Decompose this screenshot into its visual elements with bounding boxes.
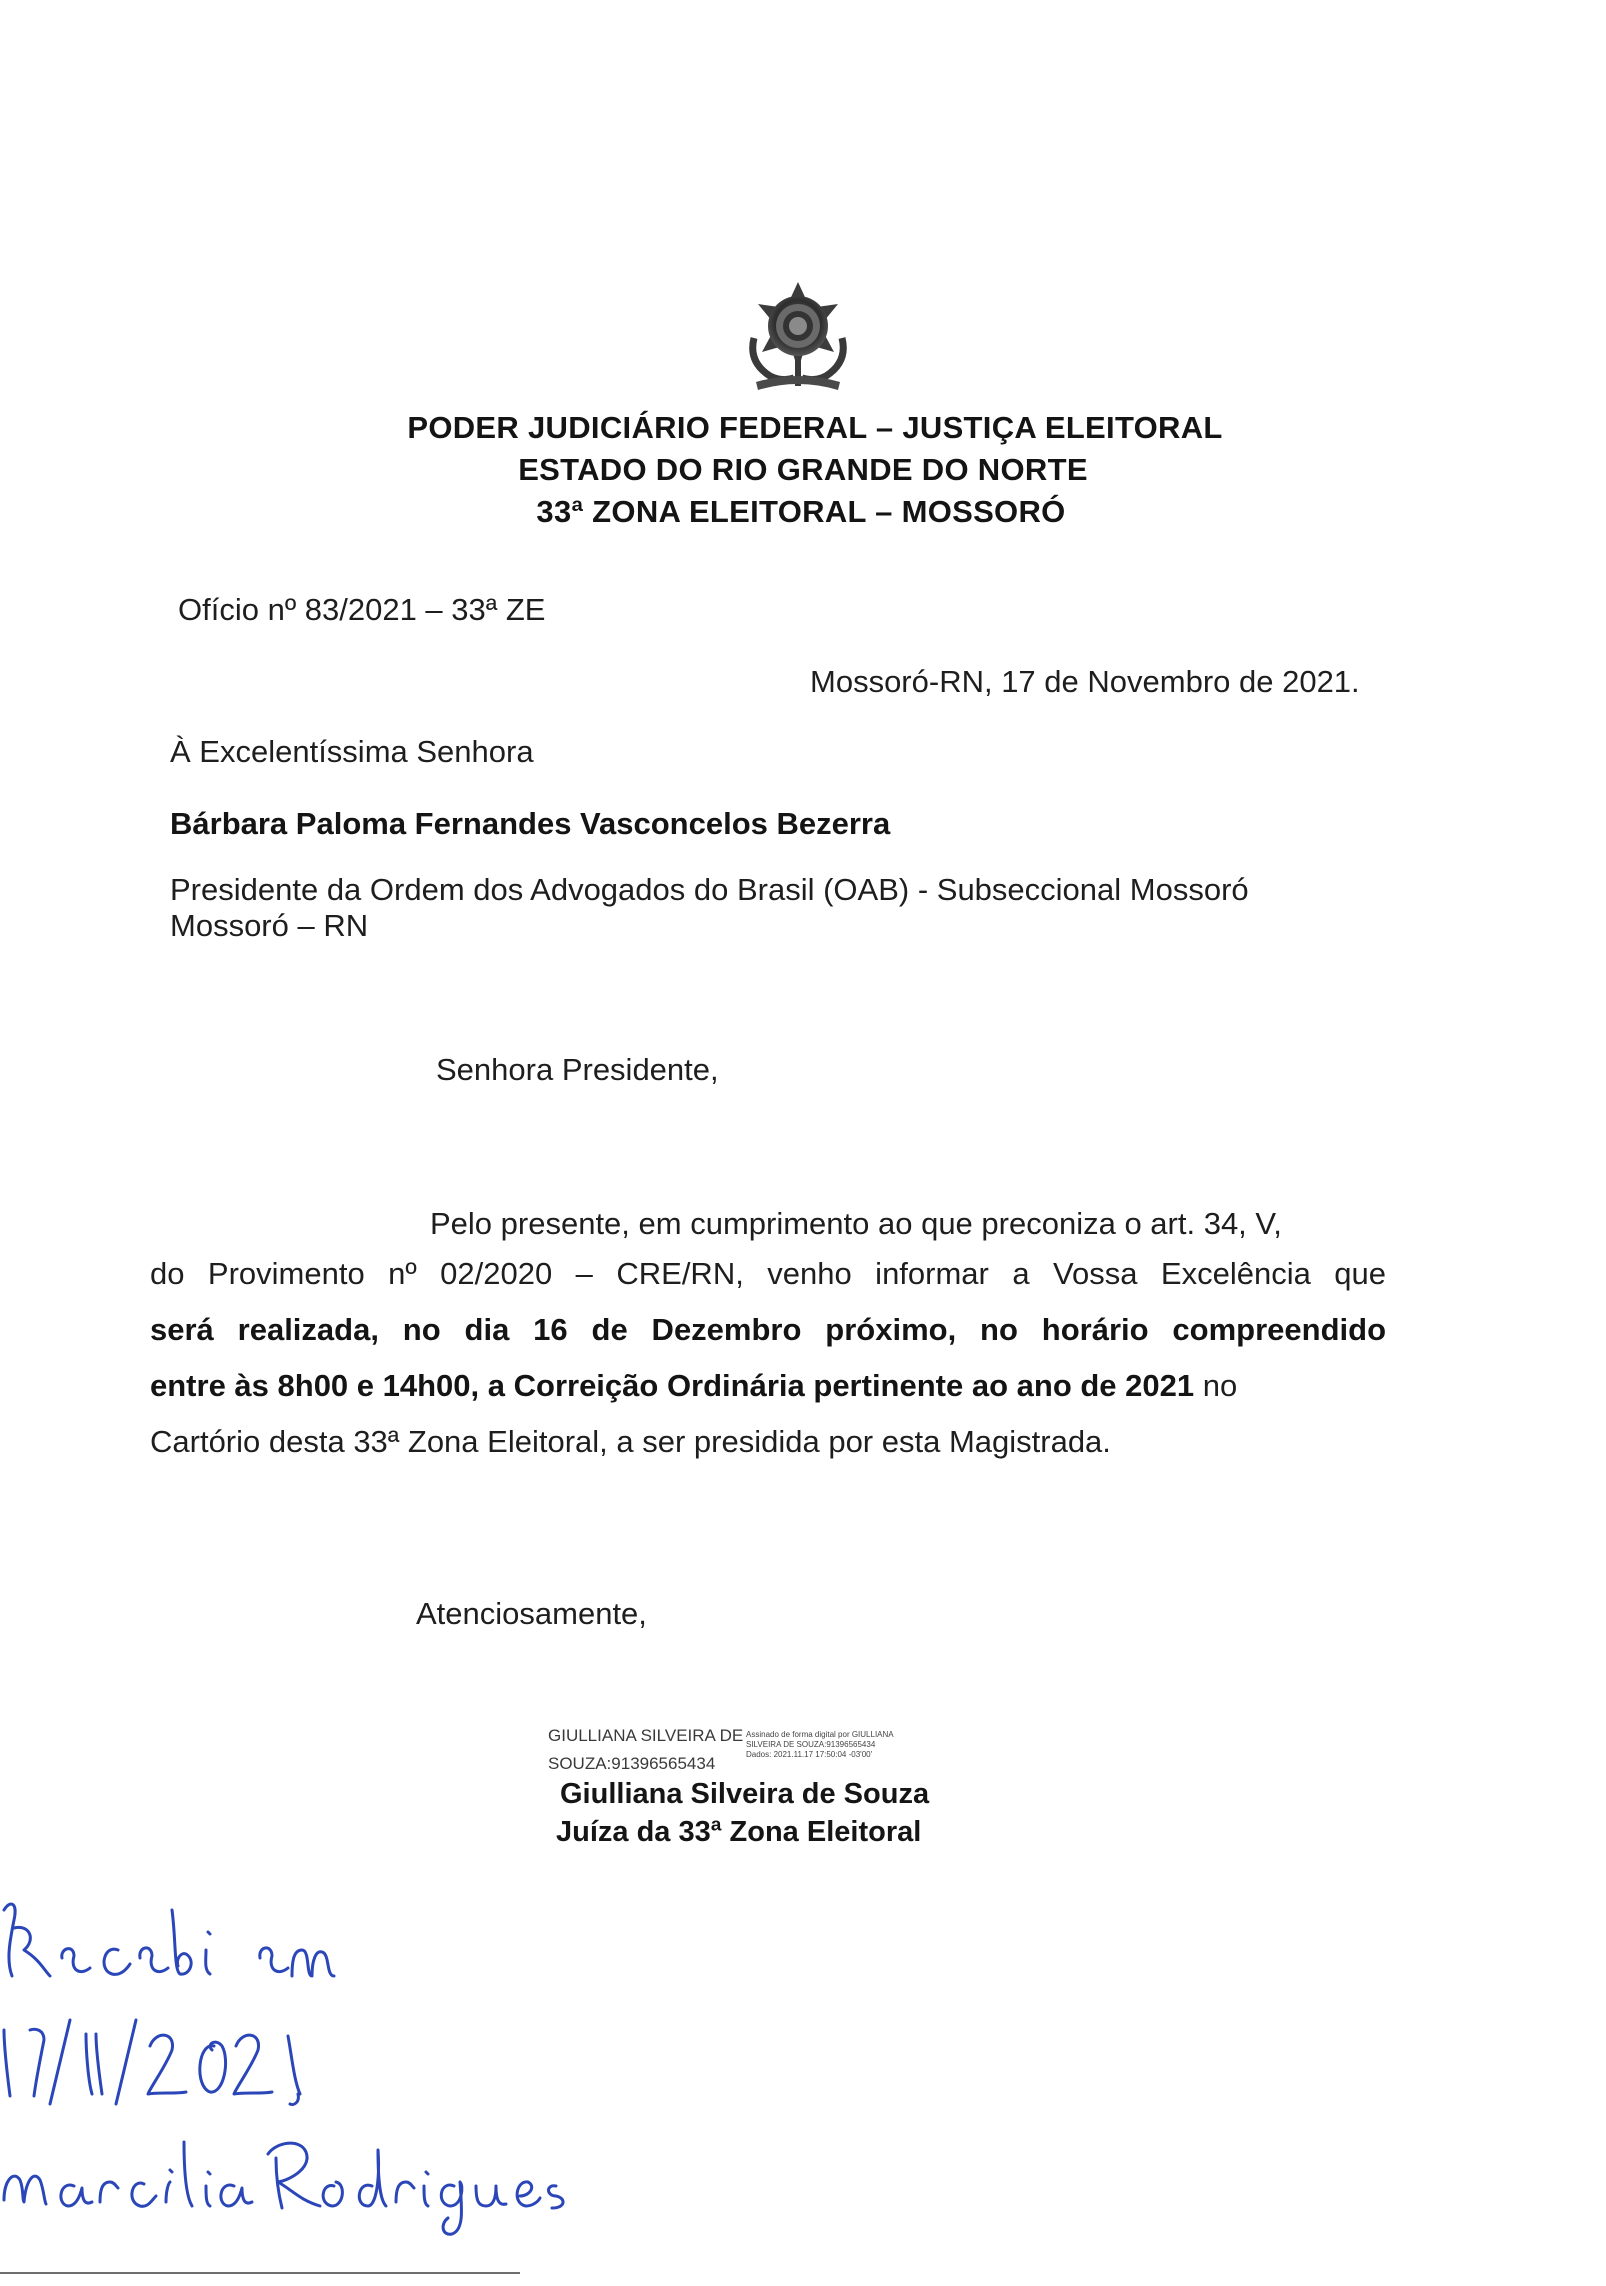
recipient-role: Presidente da Ordem dos Advogados do Brasil (OAB) - Subseccional Mossoró xyxy=(170,872,1249,907)
brazil-coat-of-arms-icon xyxy=(738,278,858,396)
handwritten-receipt-note xyxy=(0,1880,640,2240)
signatory-title: Juíza da 33ª Zona Eleitoral xyxy=(556,1816,922,1848)
office-number: Ofício nº 83/2021 – 33ª ZE xyxy=(178,592,546,627)
page-bottom-rule xyxy=(0,2272,520,2274)
date-line: Mossoró-RN, 17 de Novembro de 2021. xyxy=(810,664,1360,699)
digital-signature-note-2: SILVEIRA DE SOUZA:91396565434 xyxy=(746,1740,876,1749)
body-line-5: Cartório desta 33ª Zona Eleitoral, a ser presidida por esta Magistrada. xyxy=(150,1424,1111,1459)
body-line-3: será realizada, no dia 16 de Dezembro próximo, no horário compreendido xyxy=(150,1312,1386,1347)
digital-signature-name-line-2: SOUZA:91396565434 xyxy=(548,1754,716,1773)
body-line-2: do Provimento nº 02/2020 – CRE/RN, venho informar a Vossa Excelência que xyxy=(150,1256,1386,1291)
header-line-1: PODER JUDICIÁRIO FEDERAL – JUSTIÇA ELEITORAL xyxy=(407,410,1223,445)
body-line-4-tail: no xyxy=(1202,1368,1238,1403)
digital-signature-note-3: Dados: 2021.11.17 17:50:04 -03'00' xyxy=(746,1750,873,1759)
body-line-1: Pelo presente, em cumprimento ao que preconiza o art. 34, V, xyxy=(430,1206,1282,1241)
greeting: Senhora Presidente, xyxy=(436,1052,719,1087)
digital-signature-note-1: Assinado de forma digital por GIULLIANA xyxy=(746,1730,894,1739)
recipient-city: Mossoró – RN xyxy=(170,908,369,943)
header-line-3: 33ª ZONA ELEITORAL – MOSSORÓ xyxy=(536,494,1066,529)
body-line-4 xyxy=(150,1368,1386,1404)
recipient-salutation: À Excelentíssima Senhora xyxy=(170,734,534,769)
signatory-name: Giulliana Silveira de Souza xyxy=(560,1778,930,1810)
digital-signature-details xyxy=(746,1730,894,1760)
digital-signature-name-line-1: GIULLIANA SILVEIRA DE xyxy=(548,1726,744,1745)
recipient-name: Bárbara Paloma Fernandes Vasconcelos Bezerra xyxy=(170,806,891,841)
closing: Atenciosamente, xyxy=(416,1596,647,1631)
body-line-4-bold: entre às 8h00 e 14h00, a Correição Ordinária pertinente ao ano de 2021 xyxy=(150,1368,1195,1403)
header-line-2: ESTADO DO RIO GRANDE DO NORTE xyxy=(518,452,1088,487)
